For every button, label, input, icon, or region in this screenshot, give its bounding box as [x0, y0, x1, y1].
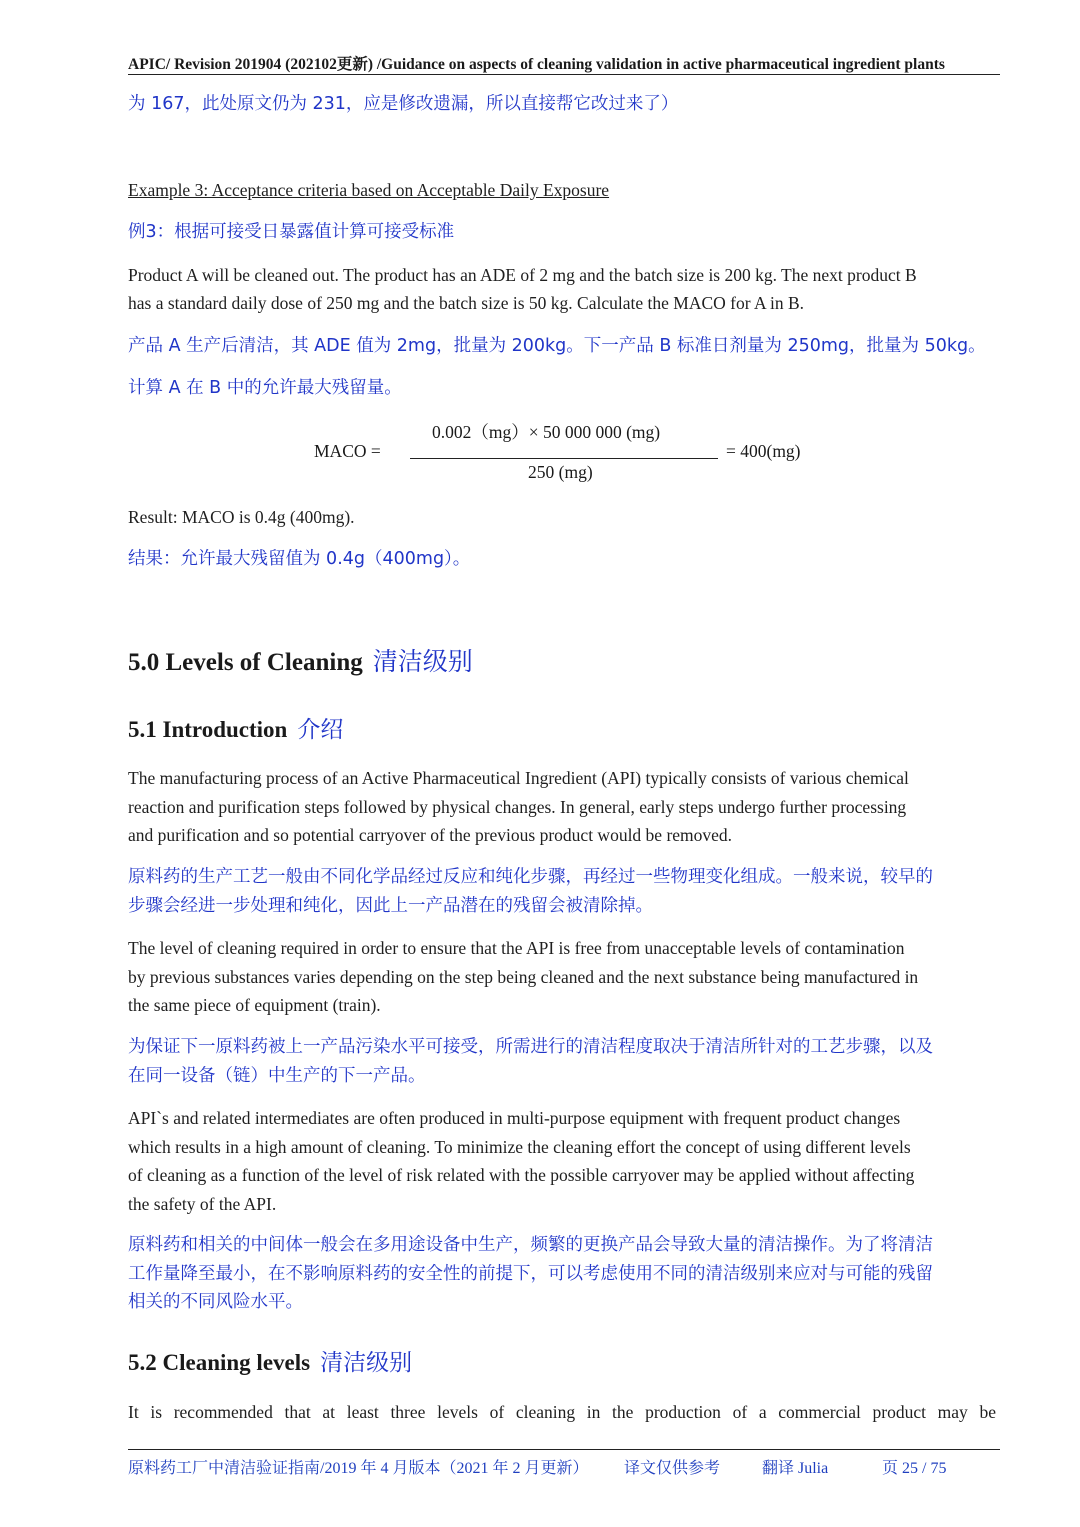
intro-p1-line: The manufacturing process of an Active Pharmaceutical Ingredient (API) typically consists of various chemical — [128, 768, 909, 788]
example3-text-cn-line-1: 产品 A 生产后清洁，其 ADE 值为 2mg，批量为 200kg。下一产品 B 标准日剂量为 250mg，批量为 50kg。 — [128, 336, 986, 356]
header-divider — [128, 74, 1000, 75]
section-5-2-title: 5.2 Cleaning levels — [128, 1350, 311, 1375]
intro-paragraph-1 — [128, 764, 1000, 850]
intro-p3-cn-line: 相关的不同风险水平。 — [128, 1292, 303, 1312]
example3-text-cn-line-2: 计算 A 在 B 中的允许最大残留量。 — [128, 378, 402, 398]
example3-result: Result: MACO is 0.4g (400mg). — [128, 507, 355, 527]
running-header: APIC/ Revision 201904 (202102更新) /Guidance on aspects of cleaning validation in active pharmaceutical ingredient plants — [128, 56, 945, 73]
intro-paragraph-2 — [128, 934, 1000, 1020]
intro-p1-cn-line: 原料药的生产工艺一般由不同化学品经过反应和纯化步骤，再经过一些物理变化组成。一般来说，较早的 — [128, 867, 933, 887]
intro-paragraph-3-cn — [128, 1231, 1000, 1317]
intro-p1-line: reaction and purification steps followed by physical changes. In general, early steps undergo further processing — [128, 796, 907, 817]
intro-p2-line: The level of cleaning required in order to ensure that the API is free from unacceptable levels of contamination — [128, 938, 905, 958]
cleaning-levels-paragraph: It is recommended that at least three levels of cleaning in the production of a commercial product may be — [128, 1402, 996, 1422]
footer-page-number: 页 25 / 75 — [882, 1460, 947, 1477]
section-5-0-title: 5.0 Levels of Cleaning — [128, 649, 363, 676]
section-5-2-heading — [128, 1344, 412, 1377]
intro-p3-line: which results in a high amount of cleaning. To minimize the cleaning effort the concept of using different levels — [128, 1136, 911, 1157]
intro-p2-line: by previous substances varies depending on the step being cleaned and the next substance being manufactured in — [128, 966, 919, 987]
section-5-1-title: 5.1 Introduction — [128, 717, 288, 742]
example3-result-cn: 结果：允许最大残留值为 0.4g（400mg）。 — [128, 549, 471, 569]
footer-divider — [128, 1449, 1000, 1450]
formula-denominator: 250 (mg) — [528, 462, 593, 482]
footer-note: 译文仅供参考 — [624, 1460, 721, 1477]
section-5-1-heading — [128, 711, 343, 744]
section-5-0-title-cn: 清洁级别 — [372, 647, 473, 676]
footer-doc-title: 原料药工厂中清洁验证指南/2019 年 4 月版本（2021 年 2 月更新） — [128, 1460, 589, 1477]
formula-lhs: MACO = — [314, 441, 381, 461]
fraction-bar — [410, 458, 718, 459]
formula-rhs: = 400(mg) — [726, 441, 801, 461]
top-note: 为 167，此处原文仍为 231，应是修改遗漏，所以直接帮它改过来了） — [128, 94, 679, 114]
formula-numerator: 0.002（mg）× 50 000 000 (mg) — [432, 422, 661, 442]
intro-p3-cn-line: 工作量降至最小，在不影响原料药的安全性的前提下，可以考虑使用不同的清洁级别来应对与可能的残留 — [128, 1263, 933, 1284]
intro-p2-line: the same piece of equipment (train). — [128, 995, 381, 1015]
example3-text-line-1: Product A will be cleaned out. The product has an ADE of 2 mg and the batch size is 200 kg. The next product B — [128, 265, 917, 285]
intro-paragraph-2-cn — [128, 1033, 1000, 1090]
footer-translator: 翻译 Julia — [762, 1460, 829, 1477]
intro-p3-line: API`s and related intermediates are often produced in multi-purpose equipment with frequent product changes — [128, 1108, 901, 1128]
section-5-0-heading — [128, 642, 473, 678]
intro-p3-cn-line: 原料药和相关的中间体一般会在多用途设备中生产，频繁的更换产品会导致大量的清洁操作。为了将清洁 — [128, 1235, 933, 1255]
intro-paragraph-3 — [128, 1104, 1000, 1218]
intro-paragraph-1-cn — [128, 863, 1000, 920]
example3-text-line-2: has a standard daily dose of 250 mg and the batch size is 50 kg. Calculate the MACO for A in B. — [128, 293, 805, 313]
intro-p2-cn-line: 在同一设备（链）中生产的下一产品。 — [128, 1065, 426, 1086]
section-5-1-title-cn: 介绍 — [297, 717, 344, 743]
example3-title-cn: 例3：根据可接受日暴露值计算可接受标准 — [128, 222, 455, 242]
intro-p2-cn-line: 为保证下一原料药被上一产品污染水平可接受，所需进行的清洁程度取决于清洁所针对的工艺步骤，以及 — [128, 1037, 933, 1057]
section-5-2-title-cn: 清洁级别 — [320, 1350, 413, 1376]
intro-p3-line: of cleaning as a function of the level of risk related with the possible carryover may be applied without affecting — [128, 1165, 915, 1185]
intro-p3-line: the safety of the API. — [128, 1193, 277, 1214]
example3-title: Example 3: Acceptance criteria based on Acceptable Daily Exposure — [128, 180, 610, 200]
intro-p1-cn-line: 步骤会经进一步处理和纯化，因此上一产品潜在的残留会被清除掉。 — [128, 895, 653, 916]
intro-p1-line: and purification and so potential carryover of the previous product would be removed. — [128, 825, 733, 845]
